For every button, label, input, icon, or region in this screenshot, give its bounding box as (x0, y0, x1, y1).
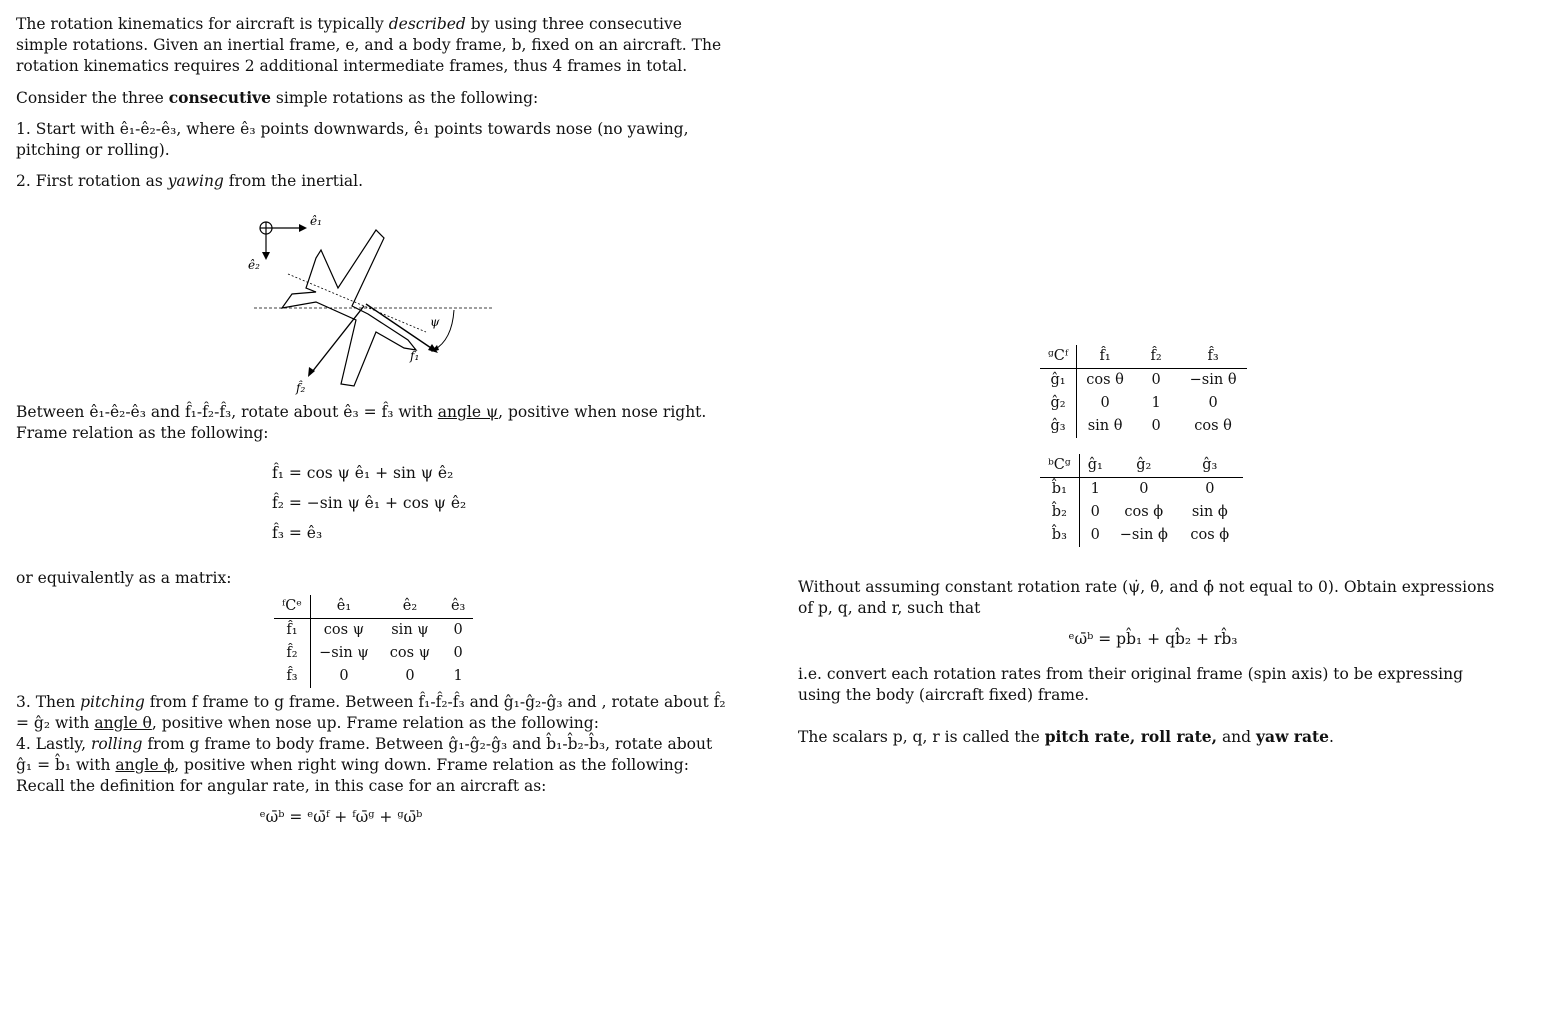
yaw-eq-1: f̂₁ = cos ψ ê₁ + sin ψ ê₂ (272, 464, 454, 482)
intro-text-b: by using three consecutive simple rotations. Given an inertial frame, e, and a body frame, b, fixed on an aircraft. The rotation kinematics requires 2 additional intermediate frames, thus 4 frames in total. (16, 15, 722, 75)
psi-label: ψ (430, 315, 440, 329)
matrix-bg-cell: 0 (1090, 504, 1100, 520)
matrix-fe-col: ê₃ (443, 595, 473, 619)
matrix-intro: or equivalently as a matrix: (16, 569, 232, 587)
matrix-fe-row-header: f̂₃ (274, 665, 310, 688)
roll-angle: angle ϕ (115, 756, 175, 774)
matrix-fe-cell: 1 (453, 668, 463, 684)
consider-paragraph (16, 87, 726, 109)
pitch-angle: angle θ (94, 714, 152, 732)
matrix-bg-cell: 1 (1090, 481, 1100, 497)
yaw-between-b: , positive when nose right. (498, 403, 707, 421)
step-4-c: , positive when right wing down. Frame relation as the following: (174, 756, 689, 774)
matrix-bg-cell: 0 (1139, 481, 1149, 497)
consider-text-a: Consider the three (16, 89, 169, 107)
step-1: 1. Start with ê₁-ê₂-ê₃, where ê₃ points downwards, ê₁ points towards nose (no yawing, pitching or rolling). (16, 120, 689, 159)
step-4-em: rolling (90, 735, 143, 753)
matrix-gf-row-header: ĝ₁ (1040, 369, 1077, 393)
scalars-bold-2: yaw rate (1256, 727, 1330, 746)
matrix-bg-col: ĝ₂ (1111, 454, 1177, 478)
matrix-gf-cell: 0 (1151, 372, 1161, 388)
step-4-b: from g frame to body frame. Between ĝ₁-ĝ₂-ĝ₃ and b̂₁-b̂₂-b̂₃, rotate about ĝ₁ = b̂₁ with (16, 735, 713, 774)
matrix-fe-row (274, 665, 473, 688)
matrix-fe (274, 595, 726, 688)
matrix-fe-row (274, 642, 473, 665)
consider-text-bold: consecutive (168, 88, 271, 107)
matrix-gf-cell: sin θ (1087, 418, 1123, 434)
omega-sum-equation: ᵉω̄ᵇ = ᵉω̄ᶠ + ᶠω̄ᵍ + ᵍω̄ᵇ (259, 808, 423, 826)
matrix-gf-row-header: ĝ₃ (1040, 415, 1077, 438)
matrix-bg-cell: 0 (1090, 527, 1100, 543)
f2-label: f̂₂ (296, 381, 306, 395)
yaw-angle: angle ψ (437, 403, 499, 421)
yaw-between (16, 402, 726, 423)
consider-text-b: simple rotations as the following: (271, 89, 539, 107)
matrix-bg-cell: sin ϕ (1191, 504, 1228, 520)
matrix-fe-cell: 0 (453, 645, 463, 661)
matrix-gf-col: f̂₃ (1179, 345, 1247, 369)
matrix-gf-cell: −sin θ (1189, 372, 1237, 388)
matrix-bg-row-header: b̂₂ (1040, 501, 1079, 524)
scalars-a: The scalars p, q, r is called the (798, 728, 1045, 746)
matrix-gf-cell: 0 (1208, 395, 1218, 411)
matrix-gf-row (1040, 415, 1247, 438)
right-column (798, 345, 1508, 758)
matrix-bg-cell: −sin ϕ (1119, 527, 1168, 543)
matrix-gf-cell: cos θ (1086, 372, 1124, 388)
matrix-bg-col: ĝ₁ (1079, 454, 1111, 478)
matrix-bg-row (1040, 501, 1243, 524)
intro-paragraph (16, 14, 726, 77)
step-3-b: from f frame to g frame. Between f̂₁-f̂₂-f̂₃ and ĝ₁-ĝ₂-ĝ₃ and , rotate about f̂₂ = ĝ₂ with (16, 693, 726, 732)
matrix-bg (1040, 454, 1508, 547)
matrix-fe-col: ê₂ (377, 595, 443, 619)
matrix-bg-row-header: b̂₁ (1040, 478, 1079, 502)
yaw-between-a: Between ê₁-ê₂-ê₃ and f̂₁-f̂₂-f̂₃, rotate about ê₃ = f̂₃ with (16, 403, 438, 421)
matrix-fe-table (274, 595, 473, 688)
matrix-bg-table (1040, 454, 1243, 547)
f1-label: f̂₁ (410, 349, 420, 363)
e2-label: ê₂ (248, 258, 260, 272)
matrix-bg-row (1040, 478, 1243, 502)
matrix-bg-cell: 0 (1205, 481, 1215, 497)
step-2-b: from the inertial. (223, 172, 364, 190)
matrix-gf-row (1040, 392, 1247, 415)
matrix-gf-cell: cos θ (1194, 418, 1232, 434)
matrix-fe-row (274, 619, 473, 643)
step-3-c: , positive when nose up. Frame relation as the following: (151, 714, 599, 732)
matrix-fe-col: ê₁ (310, 595, 377, 619)
convert-text: i.e. convert each rotation rates from their original frame (spin axis) to be expressing using the body (aircraft fixed) frame. (798, 665, 1463, 704)
step-4 (16, 734, 726, 776)
matrix-gf-col: f̂₂ (1133, 345, 1179, 369)
matrix-fe-row-header: f̂₂ (274, 642, 310, 665)
yaw-equations (272, 458, 726, 548)
matrix-bg-row-header: b̂₃ (1040, 524, 1079, 547)
yaw-eq-3: f̂₃ = ê₃ (272, 524, 323, 542)
step-2-em: yawing (167, 172, 224, 190)
matrix-gf-cell: 1 (1151, 395, 1161, 411)
matrix-fe-row-header: f̂₁ (274, 619, 310, 643)
yaw-diagram (16, 202, 726, 402)
matrix-bg-col: ĝ₃ (1177, 454, 1243, 478)
matrix-gf (1040, 345, 1508, 438)
scalars-b: and (1217, 728, 1257, 746)
matrix-fe-cell: sin ψ (391, 622, 429, 638)
matrix-gf-col: f̂₁ (1077, 345, 1134, 369)
matrix-gf-cell: 0 (1100, 395, 1110, 411)
matrix-fe-cell: −sin ψ (319, 645, 369, 661)
matrix-fe-cell: cos ψ (323, 622, 365, 638)
matrix-gf-row-header: ĝ₂ (1040, 392, 1077, 415)
matrix-bg-row (1040, 524, 1243, 547)
step-3-em: pitching (80, 693, 145, 711)
e1-label: ê₁ (310, 214, 322, 228)
step-2-a: 2. First rotation as (16, 172, 168, 190)
matrix-fe-cell: 0 (453, 622, 463, 638)
f1-axis-arrow (366, 304, 434, 350)
matrix-bg-cell: cos ϕ (1124, 504, 1164, 520)
matrix-fe-cell: 0 (405, 668, 415, 684)
step-3 (16, 692, 726, 734)
question-text: Without assuming constant rotation rate (ψ̇, θ̇, and ϕ̇ not equal to 0). Obtain expressions of p, q, and r, such that (798, 578, 1495, 617)
scalars-bold: pitch rate, roll rate, (1044, 727, 1218, 746)
matrix-bg-cell: cos ϕ (1190, 527, 1230, 543)
yaw-eq-2: f̂₂ = −sin ψ ê₁ + cos ψ ê₂ (272, 494, 467, 512)
left-column (16, 14, 726, 828)
recall-text: Recall the definition for angular rate, in this case for an aircraft as: (16, 777, 547, 795)
f2-axis-arrow (312, 306, 364, 372)
step-2 (16, 171, 726, 192)
matrix-bg-corner: ᵇCᵍ (1040, 454, 1079, 478)
intro-text-em: described (388, 15, 466, 33)
scalars-text (798, 726, 1508, 748)
yaw-relation: Frame relation as the following: (16, 424, 269, 442)
step-4-a: 4. Lastly, (16, 735, 91, 753)
matrix-gf-row (1040, 369, 1247, 393)
matrix-gf-table (1040, 345, 1247, 438)
step-3-a: 3. Then (16, 693, 81, 711)
matrix-fe-cell: 0 (339, 668, 349, 684)
intro-text-a: The rotation kinematics for aircraft is typically (16, 15, 389, 33)
matrix-gf-cell: 0 (1151, 418, 1161, 434)
matrix-fe-corner: ᶠCᵉ (274, 595, 310, 619)
scalars-c: . (1329, 728, 1334, 746)
omega-body-equation: ᵉω̄ᵇ = pb̂₁ + qb̂₂ + rb̂₃ (1068, 630, 1238, 648)
matrix-gf-corner: ᵍCᶠ (1040, 345, 1077, 369)
matrix-fe-cell: cos ψ (389, 645, 431, 661)
